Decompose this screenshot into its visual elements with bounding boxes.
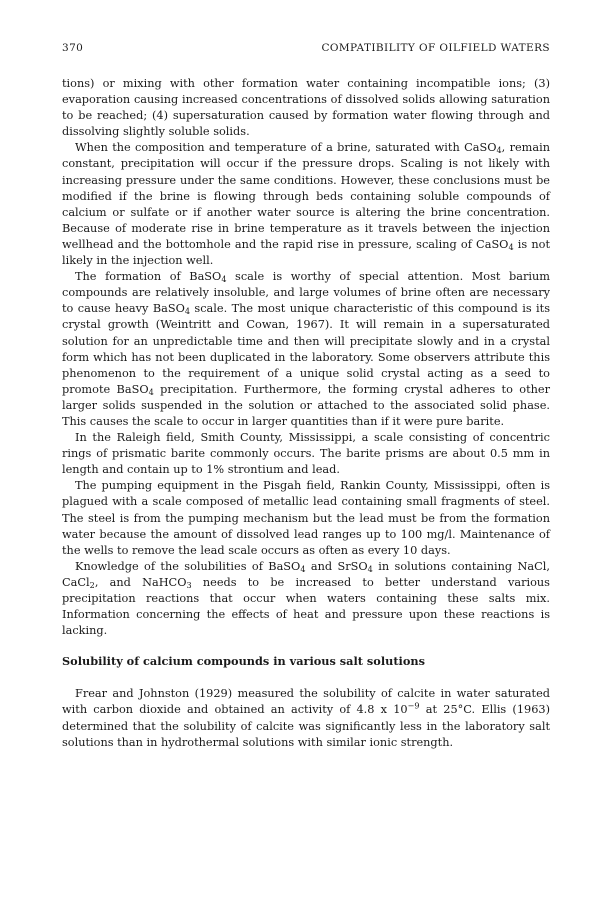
text-run: and SrSO (305, 559, 368, 573)
subscript: 4 (508, 241, 514, 252)
text-run: needs to be increased to better understand various precipitation reactions that occur when waters containing these salts mix. Information concerning the effects of heat and pressure upon these reactions is lacking. (62, 575, 550, 638)
paragraph-pisgah-field: The pumping equipment in the Pisgah field, Rankin County, Mississippi, often is plagued with a scale composed of metallic lead containing small fragments of steel. The steel is from the pumping mechanism but the lead must be from the formation water because the amount of dissolved lead ranges up to 100 mg/l. Maintenance of the wells to remove the lead scale occurs as often as every 10 days. (62, 479, 550, 557)
paragraph-caso4-precipitation (62, 140, 550, 269)
subscript: 4 (496, 145, 502, 156)
section-heading: Solubility of calcium compounds in various salt solutions (62, 654, 425, 669)
subscript: 4 (367, 563, 373, 574)
body-text (62, 76, 550, 751)
paragraph-baso4-scale (62, 269, 550, 430)
text-run: , and NaHCO (94, 575, 187, 589)
text-run: When the composition and temperature of a brine, saturated with CaSO (75, 141, 497, 155)
subscript: 2 (89, 579, 95, 590)
text-run: scale is worthy of special attention. Most barium compounds are relatively insoluble, and large volumes of brine often are necessary to cause heavy BaSO (62, 270, 550, 316)
text-run: at 25°C. Ellis (1963) determined that the solubility of calcite was significantly less in the laboratory salt solutions than in hydrothermal solutions with similar ionic strength. (62, 703, 550, 749)
subscript: 3 (186, 579, 192, 590)
running-head (62, 42, 550, 54)
paragraph-raleigh-field: In the Raleigh field, Smith County, Mississippi, a scale consisting of concentric rings of prismatic barite commonly occurs. The barite prisms are about 0.5 mm in length and contain up to 1% strontium and lead. (62, 431, 550, 477)
text-run: , remain constant, precipitation will occur if the pressure drops. Scaling is not likely with increasing pressure under the same conditions. However, these conclusions must be modified if the brine is flowing through beds containing soluble compounds of calcium or sulfate or if another water source is altering the brine concentration. Because of moderate rise in brine temperature as it travels between the injection wellhead and the bottomhole and the rapid rise in pressure, scaling of CaSO (62, 141, 550, 251)
superscript: −9 (407, 701, 420, 711)
text-run: is not likely in the injection well. (62, 237, 550, 268)
text-run: The formation of BaSO (75, 270, 222, 284)
text-run: scale. The most unique characteristic of this compound is its crystal growth (Weintritt and Cowan, 1967). It will remain in a supersaturated solution for an unpredictable time and then will precipitate slowly and in a crystal form which has not been duplicated in the laboratory. Some observers attribute this phenomenon to the requirement of a unique solid crystal acting as a seed to promote BaSO (62, 302, 550, 396)
page-number: 370 (62, 42, 84, 54)
paragraph-calcite-solubility (62, 686, 550, 750)
paragraph-solubilities (62, 559, 550, 639)
text-run: precipitation. Furthermore, the forming crystal adheres to other larger solids suspended in the solution or attached to the associated solid phase. This causes the scale to occur in larger quantities than if it were pure barite. (62, 382, 550, 428)
text-run: in solutions containing NaCl, CaCl (62, 559, 550, 589)
subscript: 4 (184, 306, 191, 317)
text-run: Knowledge of the solubilities of BaSO (75, 559, 301, 573)
text-run: Frear and Johnston (1929) measured the solubility of calcite in water saturated with carbon dioxide and obtained an activity of 4.8 x 10 (62, 687, 550, 717)
subscript: 4 (300, 563, 306, 574)
paragraph-continuation: tions) or mixing with other formation water containing incompatible ions; (3) evaporation causing increased concentrations of dissolved solids allowing saturation to be reached; (4) supersaturation caused by formation water flowing through and dissolving slightly soluble solids. (62, 77, 550, 139)
subscript: 4 (221, 274, 227, 285)
subscript: 4 (148, 386, 154, 397)
page (62, 42, 550, 751)
running-title: COMPATIBILITY OF OILFIELD WATERS (321, 42, 550, 54)
